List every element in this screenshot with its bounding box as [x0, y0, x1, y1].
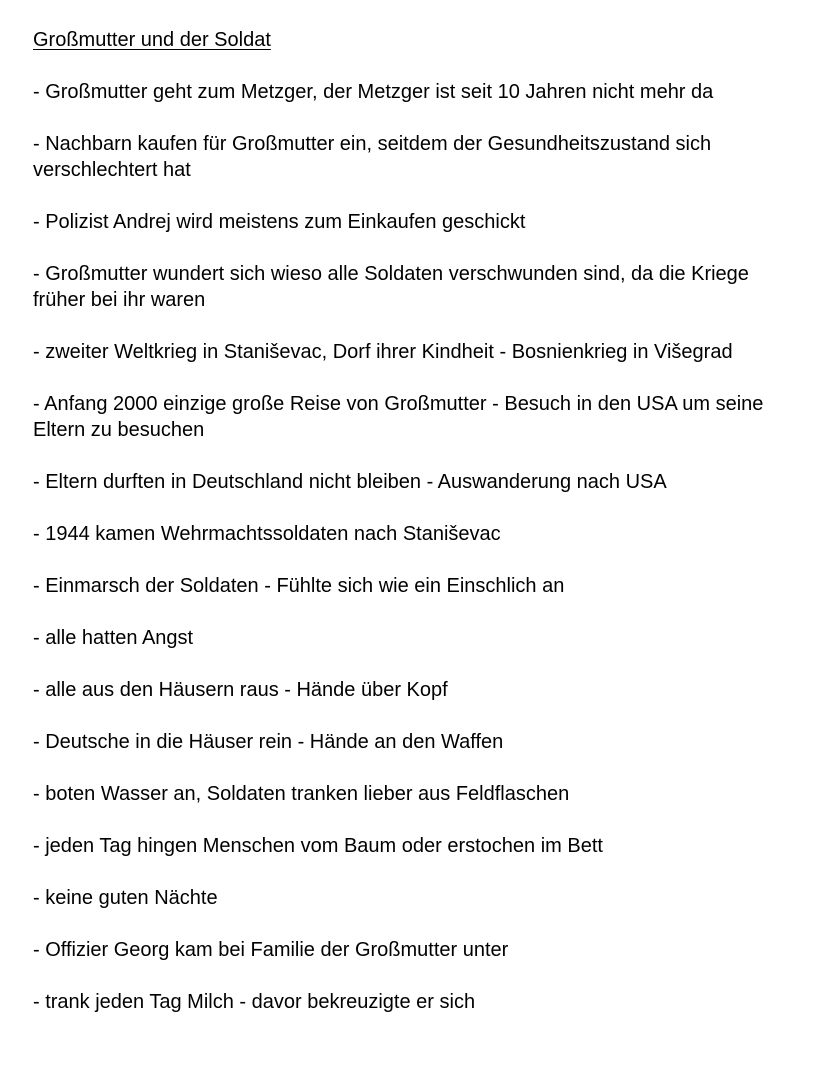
- note-item: - zweiter Weltkrieg in Staniševac, Dorf ihrer Kindheit - Bosnienkrieg in Višegrad: [33, 341, 733, 363]
- note-item: - Großmutter geht zum Metzger, der Metzger ist seit 10 Jahren nicht mehr da: [33, 81, 714, 103]
- note-item: - Offizier Georg kam bei Familie der Großmutter unter: [33, 939, 509, 961]
- note-item: - alle hatten Angst: [33, 627, 194, 649]
- note-item: - Eltern durften in Deutschland nicht bleiben - Auswanderung nach USA: [33, 471, 667, 493]
- note-item: - Deutsche in die Häuser rein - Hände an den Waffen: [33, 731, 504, 753]
- note-item: - boten Wasser an, Soldaten tranken lieber aus Feldflaschen: [33, 783, 570, 805]
- note-item: - Einmarsch der Soldaten - Fühlte sich wie ein Einschlich an: [33, 575, 565, 597]
- note-item: - Nachbarn kaufen für Großmutter ein, seitdem der Gesundheitszustand sich verschlechtert hat: [33, 133, 712, 181]
- note-item: - jeden Tag hingen Menschen vom Baum oder erstochen im Bett: [33, 835, 603, 857]
- document-title: Großmutter und der Soldat: [33, 29, 271, 51]
- document-page: [33, 27, 803, 1041]
- note-item: - Großmutter wundert sich wieso alle Soldaten verschwunden sind, da die Kriege früher bei ihr waren: [33, 263, 749, 311]
- note-item: - keine guten Nächte: [33, 887, 218, 909]
- note-item: - trank jeden Tag Milch - davor bekreuzigte er sich: [33, 991, 476, 1013]
- note-item: - Anfang 2000 einzige große Reise von Großmutter - Besuch in den USA um seine Eltern zu besuchen: [33, 393, 764, 441]
- note-item: - alle aus den Häusern raus - Hände über Kopf: [33, 679, 448, 701]
- note-item: - 1944 kamen Wehrmachtssoldaten nach Staniševac: [33, 523, 501, 545]
- note-item: - Polizist Andrej wird meistens zum Einkaufen geschickt: [33, 211, 526, 233]
- notes-list: [33, 79, 803, 1015]
